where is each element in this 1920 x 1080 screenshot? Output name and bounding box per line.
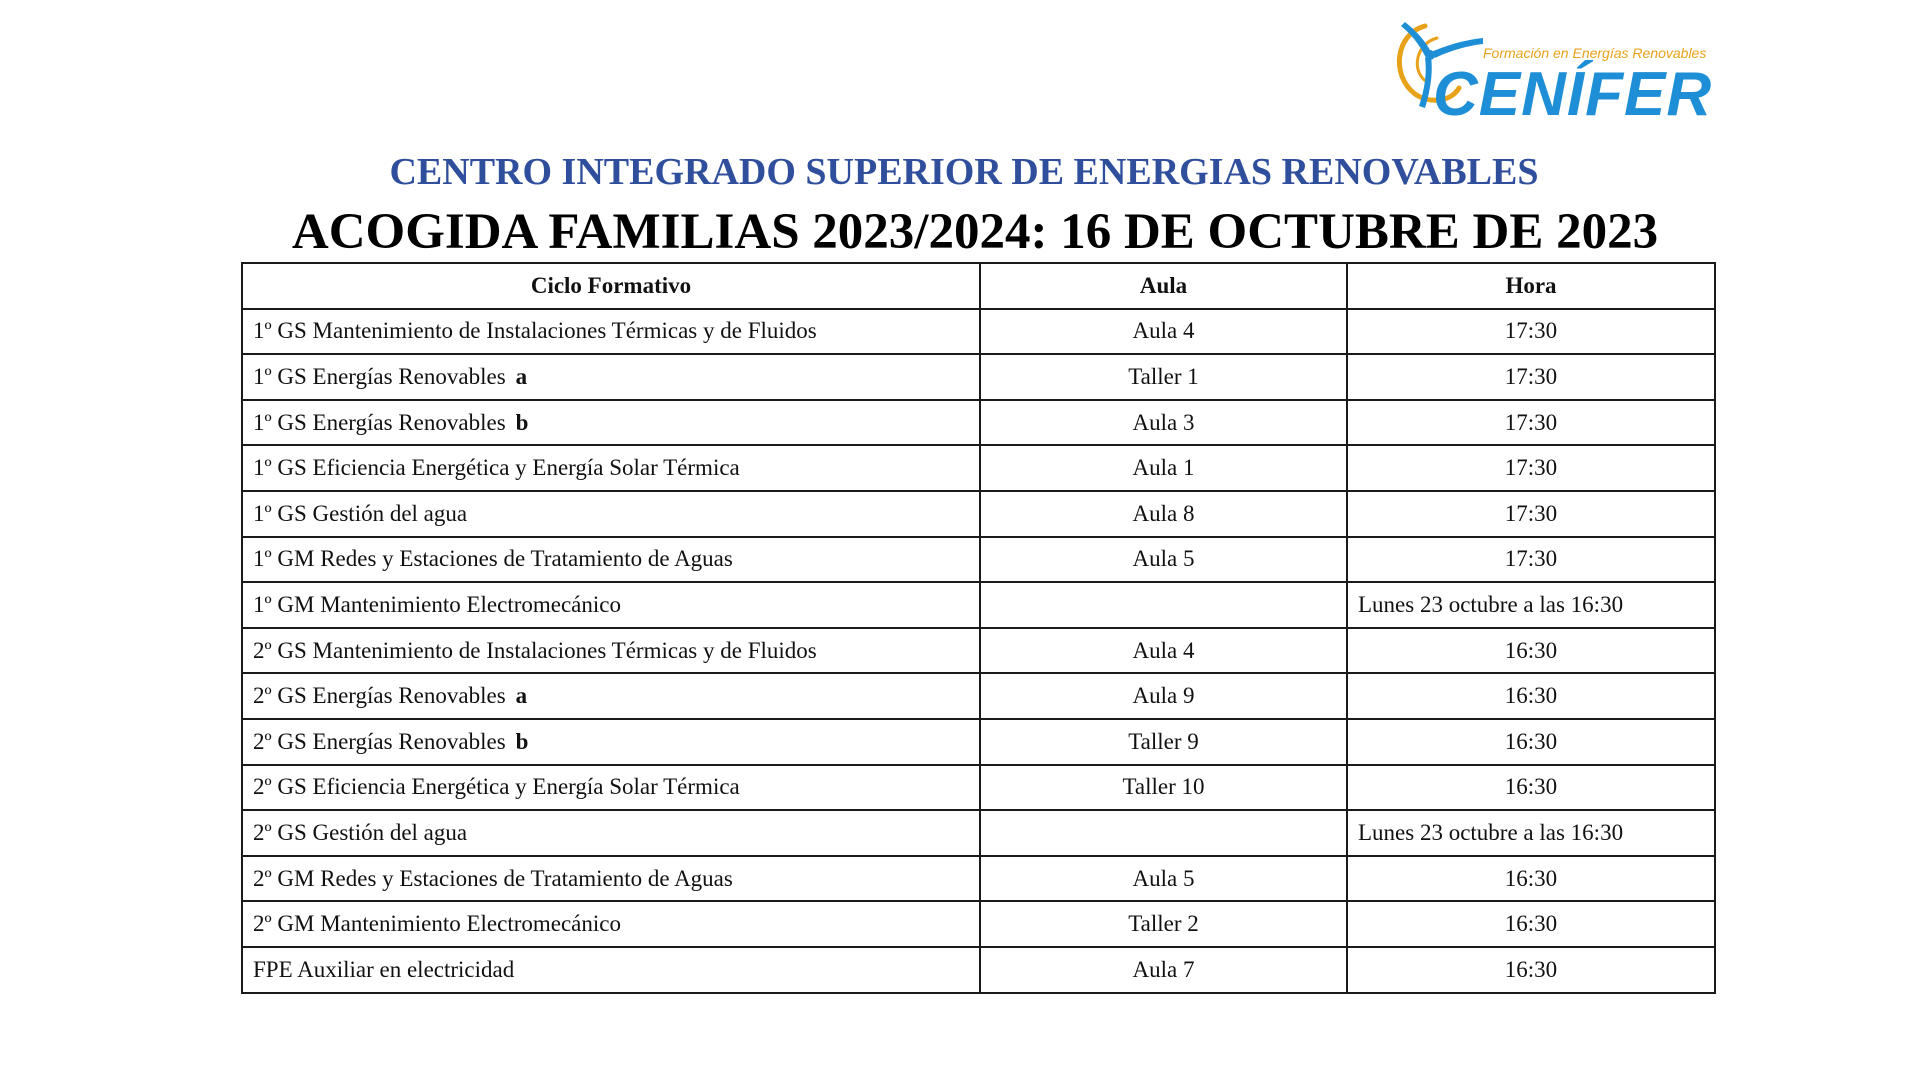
aula-cell: Aula 5: [980, 537, 1347, 583]
table-row: [242, 354, 1715, 400]
hora-cell: 16:30: [1347, 765, 1715, 811]
table-row: [242, 947, 1715, 993]
hora-cell: Lunes 23 octubre a las 16:30: [1347, 582, 1715, 628]
aula-cell: Aula 5: [980, 856, 1347, 902]
aula-cell: Taller 1: [980, 354, 1347, 400]
aula-cell: [980, 810, 1347, 856]
group-letter: a: [515, 363, 528, 389]
ciclo-cell: [242, 673, 980, 719]
table-header-row: [242, 263, 1715, 309]
group-letter: a: [515, 683, 528, 709]
aula-cell: Taller 9: [980, 719, 1347, 765]
ciclo-text: 1º GS Gestión del agua: [253, 500, 468, 526]
ciclo-cell: [242, 947, 980, 993]
ciclo-cell: [242, 582, 980, 628]
table-row: [242, 445, 1715, 491]
cenifer-logo: [1385, 16, 1755, 136]
column-header-hora: Hora: [1347, 263, 1715, 309]
group-letter: b: [515, 409, 529, 435]
ciclo-cell: [242, 354, 980, 400]
ciclo-text: 1º GS Energías Renovables: [253, 409, 506, 435]
ciclo-cell: [242, 765, 980, 811]
ciclo-cell: [242, 719, 980, 765]
ciclo-text: 2º GM Redes y Estaciones de Tratamiento de Aguas: [253, 865, 733, 891]
hora-cell: Lunes 23 octubre a las 16:30: [1347, 810, 1715, 856]
table-row: [242, 400, 1715, 446]
hora-cell: 17:30: [1347, 537, 1715, 583]
ciclo-cell: [242, 901, 980, 947]
schedule-table: [241, 262, 1716, 994]
ciclo-text: 2º GS Energías Renovables: [253, 683, 506, 709]
ciclo-text: 1º GS Mantenimiento de Instalaciones Térmicas y de Fluidos: [253, 318, 817, 344]
aula-cell: Aula 3: [980, 400, 1347, 446]
ciclo-cell: [242, 810, 980, 856]
table-row: [242, 856, 1715, 902]
aula-cell: Aula 8: [980, 491, 1347, 537]
table-row: [242, 309, 1715, 355]
table-row: [242, 537, 1715, 583]
table-row: [242, 810, 1715, 856]
center-name: CENTRO INTEGRADO SUPERIOR DE ENERGIAS RENOVABLES: [389, 151, 1539, 193]
column-header-aula: Aula: [980, 263, 1347, 309]
table-row: [242, 673, 1715, 719]
aula-cell: Aula 1: [980, 445, 1347, 491]
ciclo-cell: [242, 856, 980, 902]
group-letter: b: [515, 728, 529, 754]
logo-wordmark: CENÍFER: [1433, 60, 1713, 129]
ciclo-text: 1º GM Redes y Estaciones de Tratamiento de Aguas: [253, 546, 733, 572]
hora-cell: 16:30: [1347, 719, 1715, 765]
ciclo-text: 2º GS Energías Renovables: [253, 728, 506, 754]
hora-cell: 17:30: [1347, 309, 1715, 355]
aula-cell: Aula 7: [980, 947, 1347, 993]
hora-cell: 16:30: [1347, 947, 1715, 993]
table-row: [242, 582, 1715, 628]
ciclo-cell: [242, 309, 980, 355]
ciclo-text: 2º GS Mantenimiento de Instalaciones Térmicas y de Fluidos: [253, 637, 817, 663]
hora-cell: 16:30: [1347, 628, 1715, 674]
ciclo-text: 2º GS Eficiencia Energética y Energía Solar Térmica: [253, 774, 740, 800]
ciclo-cell: [242, 400, 980, 446]
table-row: [242, 719, 1715, 765]
aula-cell: Aula 9: [980, 673, 1347, 719]
table-row: [242, 628, 1715, 674]
aula-cell: Taller 10: [980, 765, 1347, 811]
page-title: ACOGIDA FAMILIAS 2023/2024: 16 DE OCTUBRE DE 2023: [291, 204, 1659, 260]
hora-cell: 16:30: [1347, 673, 1715, 719]
ciclo-text: 1º GS Eficiencia Energética y Energía Solar Térmica: [253, 455, 740, 481]
aula-cell: [980, 582, 1347, 628]
aula-cell: Aula 4: [980, 628, 1347, 674]
logo-tagline: Formación en Energías Renovables: [1483, 45, 1707, 61]
ciclo-cell: [242, 445, 980, 491]
ciclo-text: 2º GS Gestión del agua: [253, 819, 468, 845]
table-row: [242, 901, 1715, 947]
hora-cell: 17:30: [1347, 354, 1715, 400]
table-row: [242, 491, 1715, 537]
table-row: [242, 765, 1715, 811]
hora-cell: 17:30: [1347, 491, 1715, 537]
ciclo-text: FPE Auxiliar en electricidad: [253, 956, 515, 982]
aula-cell: Aula 4: [980, 309, 1347, 355]
hora-cell: 16:30: [1347, 901, 1715, 947]
ciclo-cell: [242, 491, 980, 537]
aula-cell: Taller 2: [980, 901, 1347, 947]
ciclo-text: 2º GM Mantenimiento Electromecánico: [253, 911, 621, 937]
hora-cell: 16:30: [1347, 856, 1715, 902]
ciclo-cell: [242, 628, 980, 674]
ciclo-text: 1º GM Mantenimiento Electromecánico: [253, 591, 621, 617]
ciclo-text: 1º GS Energías Renovables: [253, 363, 506, 389]
hora-cell: 17:30: [1347, 400, 1715, 446]
ciclo-cell: [242, 537, 980, 583]
hora-cell: 17:30: [1347, 445, 1715, 491]
column-header-ciclo: Ciclo Formativo: [242, 263, 980, 309]
